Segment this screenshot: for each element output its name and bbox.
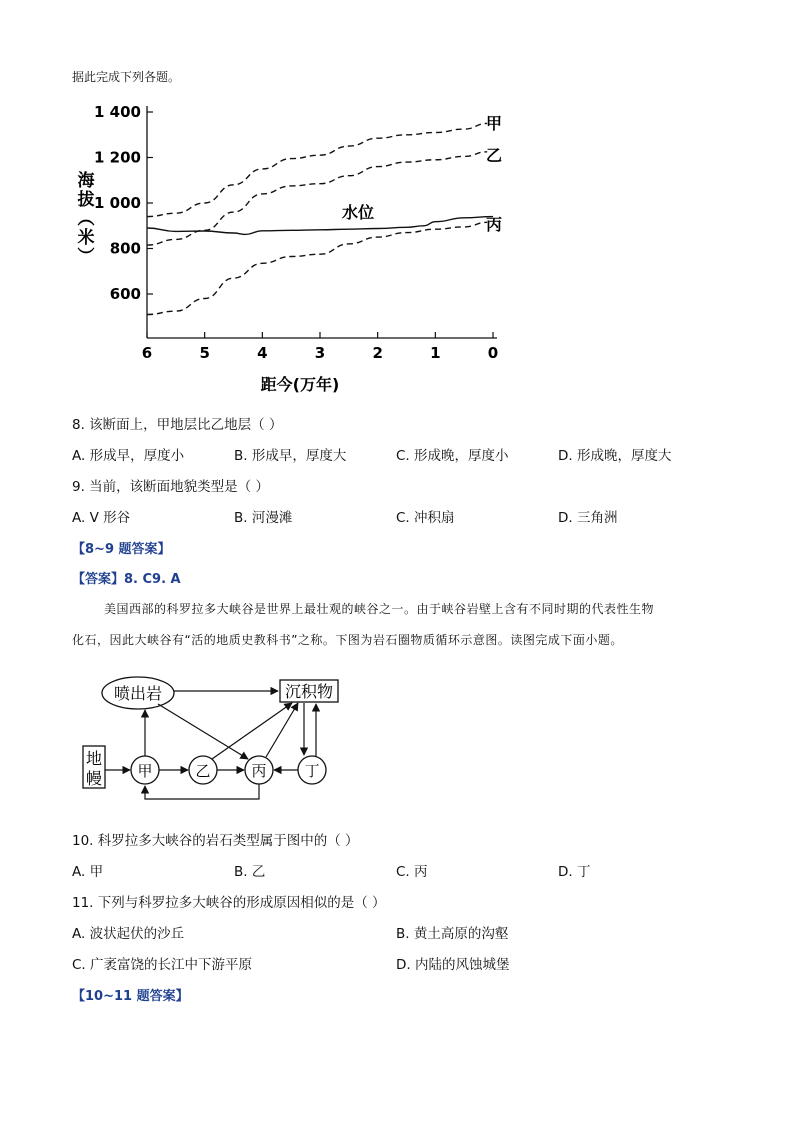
passage-line-2: 化石，因此大峡谷有“活的地质史教科书”之称。下图为岩石圈物质循环示意图。读图完成下面小题。 bbox=[72, 633, 623, 647]
x-tick-label: 4 bbox=[257, 344, 268, 362]
arrow-bing-to-jia bbox=[145, 784, 259, 799]
answer-8-9 bbox=[72, 568, 181, 587]
question-8-option-d[interactable]: D. 形成晚，厚度大 bbox=[558, 448, 672, 464]
y-tick-label: 1 200 bbox=[94, 148, 141, 167]
question-11-option-a[interactable]: A. 波状起伏的沙丘 bbox=[72, 926, 185, 942]
question-8-option-b[interactable]: B. 形成早，厚度大 bbox=[234, 448, 347, 464]
question-11-option-b[interactable]: B. 黄土高原的沟壑 bbox=[396, 926, 509, 942]
y-tick-label: 600 bbox=[109, 285, 141, 303]
x-tick-label: 5 bbox=[199, 344, 210, 362]
answer-link-10-11[interactable]: 【10~11 题答案】 bbox=[72, 989, 189, 1004]
node-mantle-label-2: 幔 bbox=[85, 769, 103, 788]
passage-line-1: 美国西部的科罗拉多大峡谷是世界上最壮观的峡谷之一。由于峡谷岩壁上含有不同时期的代表性生物 bbox=[104, 602, 655, 616]
series-label-bing: 丙 bbox=[486, 215, 503, 234]
rock-cycle-diagram bbox=[80, 672, 350, 807]
series-label-jia: 甲 bbox=[486, 114, 503, 133]
series-line-丙 bbox=[147, 222, 487, 314]
node-ding-label: 丁 bbox=[304, 762, 320, 780]
question-8-option-a[interactable]: A. 形成早，厚度小 bbox=[72, 448, 185, 464]
question-8-option-c[interactable]: C. 形成晚，厚度小 bbox=[396, 448, 509, 464]
answer-link-8-9[interactable]: 【8~9 题答案】 bbox=[72, 542, 171, 557]
node-jia-label: 甲 bbox=[137, 762, 153, 780]
question-11-option-d[interactable]: D. 内陆的风蚀城堡 bbox=[396, 957, 510, 973]
answer-8-9-text: 【答案】8. C9. A bbox=[72, 572, 181, 587]
question-8-stem: 8. 该断面上，甲地层比乙地层（ ） bbox=[72, 417, 283, 433]
node-bing-label: 丙 bbox=[251, 762, 267, 780]
question-9-option-a[interactable]: A. V 形谷 bbox=[72, 510, 131, 526]
series-label-yi: 乙 bbox=[486, 146, 503, 165]
node-extrusive-rock-label: 喷出岩 bbox=[113, 684, 163, 703]
node-sediment-label: 沉积物 bbox=[284, 682, 334, 701]
intro-text: 据此完成下列各题。 bbox=[72, 70, 181, 84]
arrow-extrusive-to-bing bbox=[158, 704, 248, 759]
y-tick-label: 1 000 bbox=[94, 194, 141, 212]
y-tick-label: 800 bbox=[109, 239, 141, 258]
y-axis-label: 海拔︵米︶ bbox=[77, 171, 95, 267]
series-label-water-level: 水位 bbox=[342, 203, 375, 222]
x-tick-label: 1 bbox=[430, 344, 441, 362]
x-tick-label: 2 bbox=[372, 344, 383, 362]
question-10-option-c[interactable]: C. 丙 bbox=[396, 864, 428, 880]
question-10-option-d[interactable]: D. 丁 bbox=[558, 864, 591, 880]
node-mantle-label-1: 地 bbox=[85, 749, 103, 768]
question-9-option-b[interactable]: B. 河漫滩 bbox=[234, 510, 293, 526]
question-9-option-d[interactable]: D. 三角洲 bbox=[558, 510, 618, 526]
series-line-甲 bbox=[147, 123, 487, 216]
node-yi-label: 乙 bbox=[195, 762, 211, 780]
question-9-option-c[interactable]: C. 冲积扇 bbox=[396, 510, 455, 526]
x-tick-label: 3 bbox=[314, 344, 326, 362]
x-tick-label: 6 bbox=[141, 344, 153, 362]
series-line-水位 bbox=[147, 217, 493, 235]
x-axis-label: 距今(万年) bbox=[260, 375, 340, 394]
chart-axes bbox=[94, 103, 498, 362]
question-9-stem: 9. 当前，该断面地貌类型是（ ） bbox=[72, 479, 269, 495]
question-10-stem: 10. 科罗拉多大峡谷的岩石类型属于图中的（ ） bbox=[72, 833, 359, 849]
arrow-yi-to-sediment bbox=[212, 703, 292, 759]
arrow-bing-to-sediment bbox=[266, 703, 298, 757]
question-10-option-a[interactable]: A. 甲 bbox=[72, 864, 104, 880]
elevation-chart bbox=[70, 98, 530, 398]
question-11-stem: 11. 下列与科罗拉多大峡谷的形成原因相似的是（ ） bbox=[72, 895, 386, 911]
question-10-option-b[interactable]: B. 乙 bbox=[234, 864, 266, 880]
x-tick-label: 0 bbox=[487, 344, 499, 362]
chart-series bbox=[147, 123, 493, 314]
question-11-option-c[interactable]: C. 广袤富饶的长江中下游平原 bbox=[72, 957, 253, 973]
y-tick-label: 1 400 bbox=[94, 103, 141, 121]
